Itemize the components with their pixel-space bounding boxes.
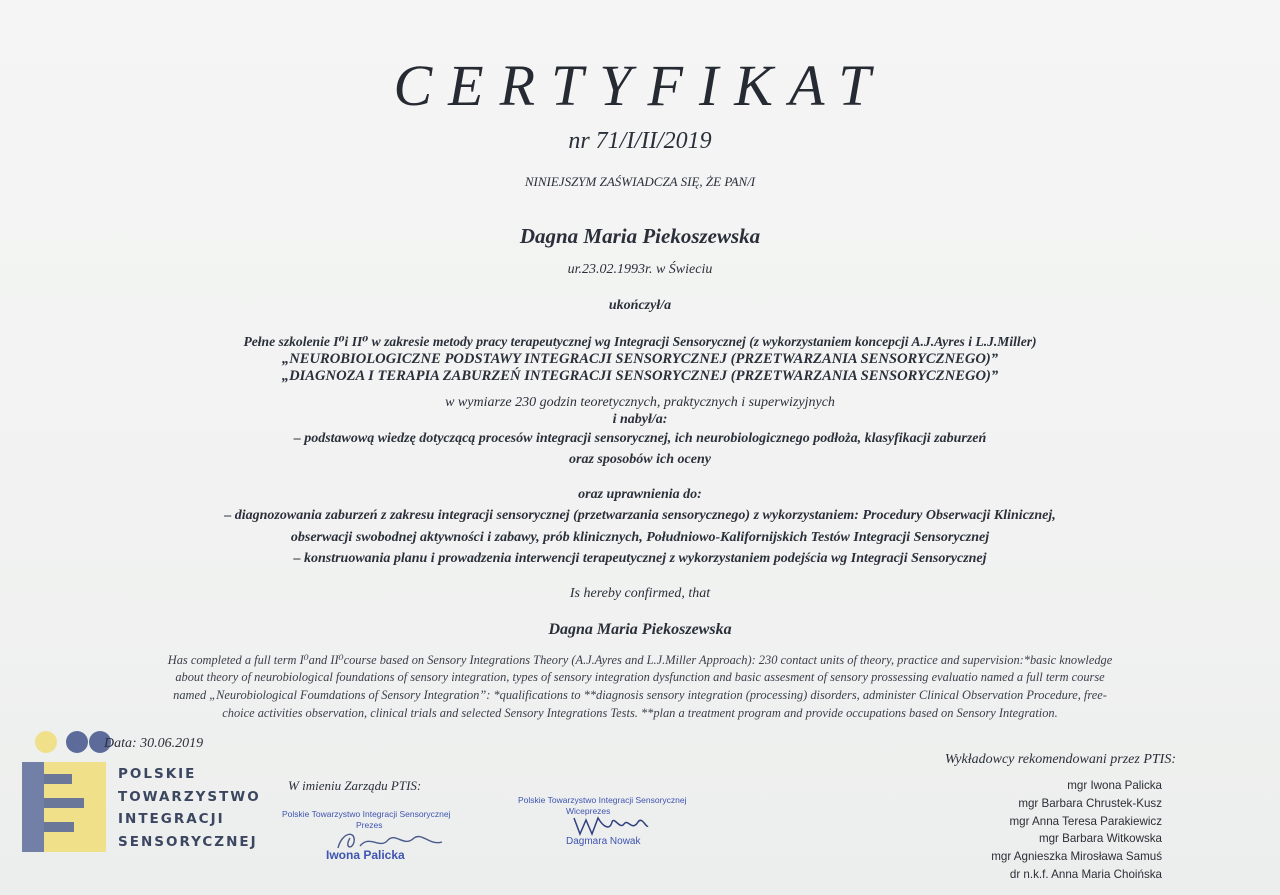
signature-1-icon: [330, 824, 450, 860]
stamp-1-name: Iwona Palicka: [326, 848, 405, 862]
acquired-label: i nabył/a:: [612, 412, 668, 427]
rights-heading: oraz uprawnienia do:: [578, 487, 702, 502]
intro-pl: NINIEJSZYM ZAŚWIADCZA SIĘ, ŻE PAN/I: [524, 174, 756, 189]
rights-line-3: – konstruowania planu i prowadzenia interwencji terapeutycznej z wykorzystaniem podejścia wg Integracji Sensorycznej: [293, 551, 987, 566]
course-line-3: „DIAGNOZA I TERAPIA ZABURZEŃ INTEGRACJI SENSORYCZNEJ (PRZETWARZANIA SENSORYCZNEGO)”: [281, 368, 999, 384]
recipient-name: Dagna Maria Piekoszewska: [519, 224, 761, 248]
completed-label: ukończył/a: [608, 298, 672, 313]
certificate-number: nr 71/I/II/2019: [568, 128, 712, 154]
knowledge-line-2: oraz sposobów ich oceny: [569, 452, 711, 467]
rights-line-2: obserwacji swobodnej aktywności i zabawy, prób klinicznych, Południowo-Kalifornijskich Testów Integracji Sensorycznej: [290, 530, 990, 545]
logo-line-3: INTEGRACJI: [118, 811, 225, 827]
en-description-line-3: named „Neurobiological Foumdations of Sensory Integration”: *qualifications to **diagnosis sensory integration (processing) disorders, administer Clinical Observation Procedure, free-: [173, 688, 1107, 702]
course-line-2: „NEUROBIOLOGICZNE PODSTAWY INTEGRACJI SENSORYCZNEJ (PRZETWARZANIA SENSORYCZNEGO)”: [281, 351, 999, 367]
logo-line-4: SENSORYCZNEJ: [118, 834, 258, 850]
logo-line-2: TOWARZYSTWO: [118, 789, 261, 805]
certificate-title: CERTYFIKAT: [393, 53, 887, 118]
en-description-line-2: about theory of neurobiological foundations of sensory integration, types of sensory integration dysfunction and basic assesment of sensory prossessing evaluatio named a full term course: [175, 670, 1105, 684]
lecturers-heading: Wykładowcy rekomendowani przez PTIS:: [944, 752, 1176, 767]
board-label: W imieniu Zarządu PTIS:: [288, 778, 422, 793]
signature-2-icon: [570, 812, 650, 838]
rights-line-1: – diagnozowania zaburzeń z zakresu integracji sensorycznej (przetwarzania sensorycznego) z wykorzystaniem: Procedury Obserwacji Klinicznej,: [224, 508, 1056, 523]
lecturer-name: mgr Anna Teresa Parakiewicz: [1009, 815, 1162, 828]
recipient-name-en: Dagna Maria Piekoszewska: [548, 621, 732, 638]
en-description-line-4: choice activities observation, clinical trials and selected Sensory Integrations Tests. **plan a treatment program and provide occupations based on Sensory Integration.: [222, 706, 1058, 720]
lecturer-name: mgr Barbara Witkowska: [1038, 832, 1162, 845]
lecturer-name: mgr Agnieszka Mirosława Samuś: [991, 850, 1162, 863]
knowledge-line-1: – podstawową wiedzę dotyczącą procesów integracji sensorycznej, ich neurobiologicznego podłoża, klasyfikacji zaburzeń: [293, 431, 987, 446]
stamp-1-org: Polskie Towarzystwo Integracji Sensorycznej: [282, 809, 451, 819]
course-hours: w wymiarze 230 godzin teoretycznych, praktycznych i superwizyjnych: [445, 395, 835, 410]
course-line-1: Pełne szkolenie I⁰i II⁰ w zakresie metody pracy terapeutycznej wg Integracji Sensorycznej (z wykorzystaniem koncepcji A.J.Ayres i L.J.Miller): [243, 334, 1037, 349]
logo-line-1: POLSKIE: [118, 766, 197, 782]
stamp-2-role: Wiceprezes: [566, 806, 611, 816]
stamp-2-name: Dagmara Nowak: [566, 836, 641, 847]
lecturer-name: mgr Barbara Chrustek-Kusz: [1018, 797, 1162, 810]
stamp-2-org: Polskie Towarzystwo Integracji Sensorycznej: [518, 795, 687, 805]
lecturer-name: dr n.k.f. Anna Maria Choińska: [1009, 868, 1162, 881]
intro-en: Is hereby confirmed, that: [569, 586, 711, 601]
stamp-1-role: Prezes: [356, 820, 383, 830]
en-description-line-1: Has completed a full term I⁰and II⁰course based on Sensory Integrations Theory (A.J.Ayres and L.J.Miller Approach): 230 contact units of theory, practice and supervision:*basic knowledge: [167, 653, 1113, 667]
ptis-logo-mark: [20, 728, 112, 858]
lecturer-name: mgr Iwona Palicka: [1067, 779, 1162, 792]
birth-info: ur.23.02.1993r. w Świeciu: [567, 262, 713, 277]
issue-date: Data: 30.06.2019: [104, 736, 204, 751]
